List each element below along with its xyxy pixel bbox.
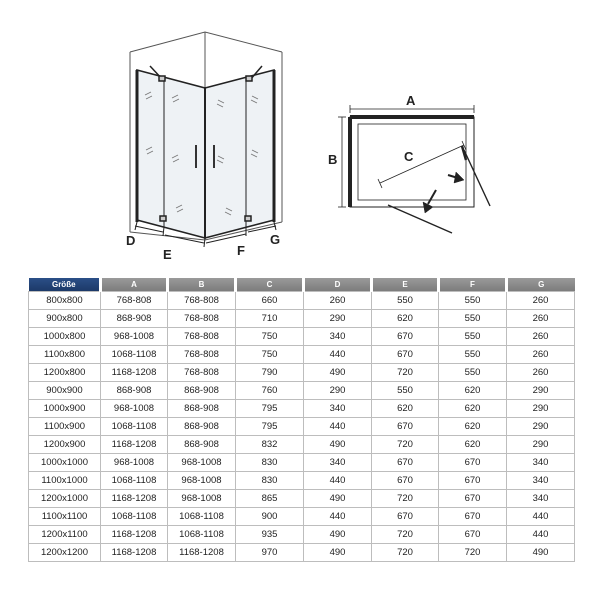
value-cell: 670 <box>372 418 439 436</box>
value-cell: 670 <box>372 346 439 364</box>
value-cell: 935 <box>236 526 304 544</box>
header-g: G <box>507 278 575 292</box>
value-cell: 550 <box>439 292 507 310</box>
value-cell: 1168-1208 <box>101 544 168 562</box>
value-cell: 968-1008 <box>168 490 236 508</box>
size-cell: 1200x900 <box>29 436 101 454</box>
value-cell: 260 <box>507 364 575 382</box>
value-cell: 670 <box>439 472 507 490</box>
value-cell: 970 <box>236 544 304 562</box>
value-cell: 670 <box>439 508 507 526</box>
value-cell: 490 <box>304 526 372 544</box>
value-cell: 968-1008 <box>168 454 236 472</box>
table-body <box>29 292 575 562</box>
value-cell: 868-908 <box>101 382 168 400</box>
value-cell: 550 <box>439 310 507 328</box>
value-cell: 830 <box>236 454 304 472</box>
value-cell: 290 <box>304 310 372 328</box>
value-cell: 260 <box>304 292 372 310</box>
label-c: C <box>404 149 414 164</box>
diagram-area <box>0 0 600 270</box>
value-cell: 340 <box>304 328 372 346</box>
value-cell: 1168-1208 <box>168 544 236 562</box>
value-cell: 620 <box>372 310 439 328</box>
value-cell: 260 <box>507 346 575 364</box>
size-cell: 900x800 <box>29 310 101 328</box>
value-cell: 900 <box>236 508 304 526</box>
value-cell: 1168-1208 <box>101 364 168 382</box>
value-cell: 620 <box>439 418 507 436</box>
size-table <box>28 278 575 562</box>
value-cell: 550 <box>439 328 507 346</box>
value-cell: 490 <box>304 544 372 562</box>
value-cell: 260 <box>507 328 575 346</box>
value-cell: 868-908 <box>168 436 236 454</box>
value-cell: 768-808 <box>168 310 236 328</box>
value-cell: 830 <box>236 472 304 490</box>
value-cell: 865 <box>236 490 304 508</box>
size-cell: 1100x1100 <box>29 508 101 526</box>
table-row <box>29 292 575 310</box>
shower-perspective-drawing <box>0 0 600 270</box>
value-cell: 968-1008 <box>101 400 168 418</box>
table-row <box>29 364 575 382</box>
value-cell: 490 <box>304 436 372 454</box>
size-cell: 1000x800 <box>29 328 101 346</box>
table-row <box>29 490 575 508</box>
value-cell: 290 <box>507 382 575 400</box>
value-cell: 340 <box>304 400 372 418</box>
value-cell: 670 <box>372 454 439 472</box>
value-cell: 490 <box>507 544 575 562</box>
value-cell: 768-808 <box>168 346 236 364</box>
value-cell: 260 <box>507 292 575 310</box>
value-cell: 720 <box>372 544 439 562</box>
value-cell: 768-808 <box>101 292 168 310</box>
value-cell: 440 <box>507 508 575 526</box>
value-cell: 550 <box>372 292 439 310</box>
value-cell: 620 <box>439 436 507 454</box>
value-cell: 720 <box>372 364 439 382</box>
value-cell: 720 <box>372 490 439 508</box>
size-cell: 900x900 <box>29 382 101 400</box>
value-cell: 290 <box>507 436 575 454</box>
value-cell: 832 <box>236 436 304 454</box>
value-cell: 660 <box>236 292 304 310</box>
value-cell: 1068-1108 <box>101 508 168 526</box>
label-g: G <box>270 232 281 247</box>
value-cell: 768-808 <box>168 364 236 382</box>
value-cell: 340 <box>507 490 575 508</box>
label-e: E <box>163 247 172 262</box>
value-cell: 750 <box>236 328 304 346</box>
value-cell: 968-1008 <box>168 472 236 490</box>
header-b: B <box>168 278 236 292</box>
size-cell: 1100x900 <box>29 418 101 436</box>
value-cell: 670 <box>439 526 507 544</box>
value-cell: 290 <box>507 418 575 436</box>
value-cell: 720 <box>439 544 507 562</box>
header-f: F <box>439 278 507 292</box>
value-cell: 290 <box>304 382 372 400</box>
table-row <box>29 418 575 436</box>
value-cell: 1168-1208 <box>101 526 168 544</box>
value-cell: 1068-1108 <box>101 418 168 436</box>
value-cell: 1068-1108 <box>168 526 236 544</box>
table-row <box>29 328 575 346</box>
value-cell: 868-908 <box>168 418 236 436</box>
table-header-row <box>29 278 575 292</box>
table-row <box>29 382 575 400</box>
value-cell: 1168-1208 <box>101 490 168 508</box>
value-cell: 340 <box>507 472 575 490</box>
value-cell: 795 <box>236 400 304 418</box>
size-cell: 1000x1000 <box>29 454 101 472</box>
value-cell: 760 <box>236 382 304 400</box>
header-size: Größe <box>29 278 101 292</box>
value-cell: 670 <box>372 472 439 490</box>
table-row <box>29 508 575 526</box>
header-c: C <box>236 278 304 292</box>
header-a: A <box>101 278 168 292</box>
size-cell: 1000x900 <box>29 400 101 418</box>
value-cell: 550 <box>439 364 507 382</box>
value-cell: 968-1008 <box>101 328 168 346</box>
value-cell: 968-1008 <box>101 454 168 472</box>
value-cell: 440 <box>304 472 372 490</box>
size-cell: 800x800 <box>29 292 101 310</box>
value-cell: 440 <box>507 526 575 544</box>
table-row <box>29 436 575 454</box>
value-cell: 440 <box>304 418 372 436</box>
value-cell: 290 <box>507 400 575 418</box>
value-cell: 490 <box>304 364 372 382</box>
header-d: D <box>304 278 372 292</box>
table-row <box>29 454 575 472</box>
value-cell: 868-908 <box>168 382 236 400</box>
value-cell: 868-908 <box>101 310 168 328</box>
header-e: E <box>372 278 439 292</box>
value-cell: 550 <box>372 382 439 400</box>
value-cell: 768-808 <box>168 292 236 310</box>
size-cell: 1200x800 <box>29 364 101 382</box>
table-row <box>29 400 575 418</box>
label-a: A <box>406 93 416 108</box>
value-cell: 768-808 <box>168 328 236 346</box>
table-row <box>29 544 575 562</box>
value-cell: 620 <box>372 400 439 418</box>
label-d: D <box>126 233 136 248</box>
value-cell: 750 <box>236 346 304 364</box>
value-cell: 550 <box>439 346 507 364</box>
value-cell: 720 <box>372 526 439 544</box>
size-cell: 1100x800 <box>29 346 101 364</box>
value-cell: 868-908 <box>168 400 236 418</box>
table-row <box>29 346 575 364</box>
value-cell: 1068-1108 <box>168 508 236 526</box>
table-row <box>29 310 575 328</box>
value-cell: 620 <box>439 400 507 418</box>
size-cell: 1200x1100 <box>29 526 101 544</box>
value-cell: 1068-1108 <box>101 346 168 364</box>
value-cell: 720 <box>372 436 439 454</box>
table-row <box>29 472 575 490</box>
label-f: F <box>237 243 245 258</box>
label-b: B <box>328 152 338 167</box>
size-cell: 1200x1000 <box>29 490 101 508</box>
size-cell: 1100x1000 <box>29 472 101 490</box>
value-cell: 490 <box>304 490 372 508</box>
value-cell: 440 <box>304 346 372 364</box>
table-row <box>29 526 575 544</box>
value-cell: 340 <box>507 454 575 472</box>
value-cell: 795 <box>236 418 304 436</box>
value-cell: 620 <box>439 382 507 400</box>
size-cell: 1200x1200 <box>29 544 101 562</box>
value-cell: 670 <box>439 454 507 472</box>
value-cell: 440 <box>304 508 372 526</box>
value-cell: 670 <box>372 508 439 526</box>
value-cell: 260 <box>507 310 575 328</box>
value-cell: 790 <box>236 364 304 382</box>
value-cell: 710 <box>236 310 304 328</box>
value-cell: 340 <box>304 454 372 472</box>
value-cell: 1168-1208 <box>101 436 168 454</box>
value-cell: 670 <box>439 490 507 508</box>
value-cell: 1068-1108 <box>101 472 168 490</box>
value-cell: 670 <box>372 328 439 346</box>
